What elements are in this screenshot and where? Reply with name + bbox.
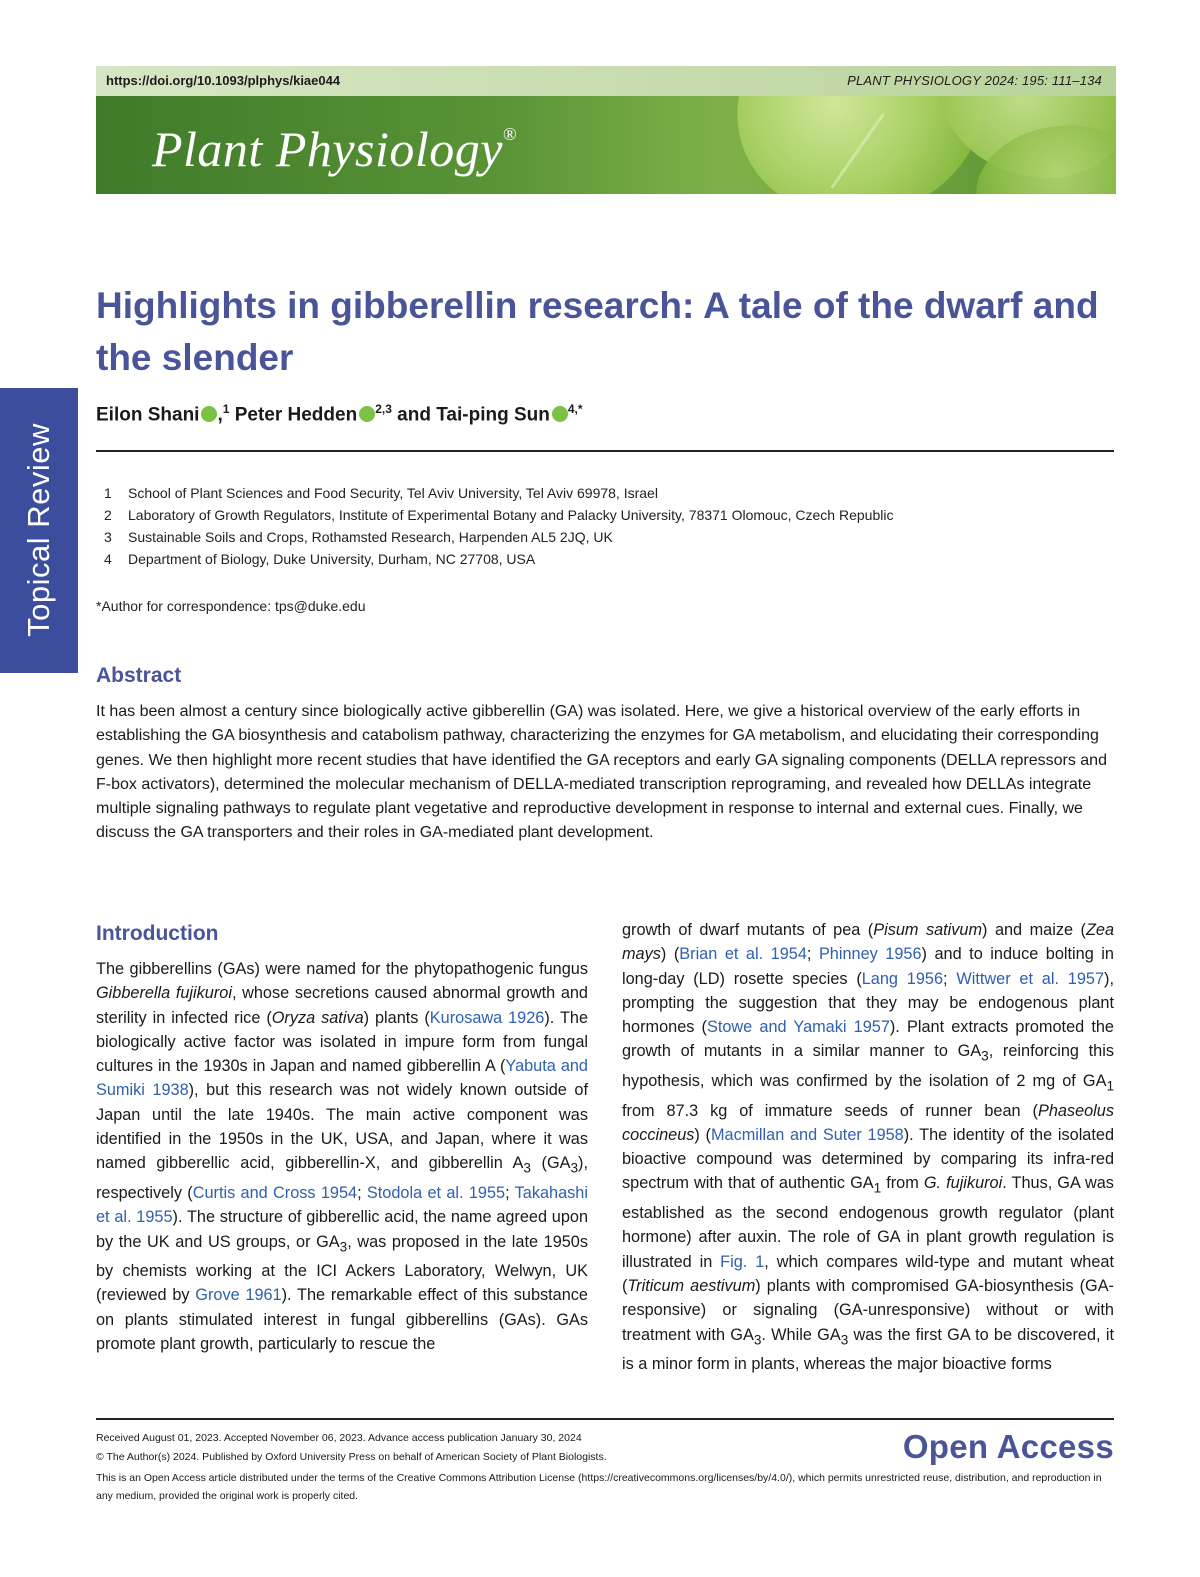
citation-link[interactable]: Yabuta and Sumiki 1938 <box>96 1057 588 1100</box>
orcid-icon[interactable] <box>552 406 568 422</box>
journal-banner <box>96 66 1116 194</box>
body-text: ) and maize ( <box>982 921 1086 939</box>
subscript: 1 <box>1106 1078 1114 1094</box>
article-type-label: Topical Review <box>21 423 56 637</box>
body-text: . Thus, GA was established as the second endogenous growth regulator (plant hormone) after auxin. The role of GA in plant growth regulation is illustrated in <box>622 1174 1114 1271</box>
body-text: ; <box>806 945 819 964</box>
body-text: The gibberellins (GAs) were named for the phytopathogenic fungus <box>96 960 588 978</box>
introduction-column-left <box>96 957 588 1356</box>
subscript: 3 <box>981 1048 989 1064</box>
body-text: ). The structure of gibberellic acid, the name agreed upon by the UK and US groups, or GA <box>96 1208 588 1251</box>
introduction-column-right <box>622 918 1114 1376</box>
affiliation-item: 3 Sustainable Soils and Crops, Rothamsted Research, Harpenden AL5 2JQ, UK <box>104 529 613 545</box>
affiliation-item: 4 Department of Biology, Duke University, Durham, NC 27708, USA <box>104 551 536 567</box>
italic-term: Triticum aestivum <box>627 1276 756 1295</box>
body-text: ; <box>943 969 957 988</box>
author-affiliation: 4,* <box>567 402 583 416</box>
body-text: from 87.3 kg of immature seeds of runner bean ( <box>622 1101 1038 1120</box>
subscript: 3 <box>570 1160 579 1176</box>
body-text: , reinforcing this hypothesis, which was confirmed by the isolation of 2 mg of GA <box>622 1042 1114 1091</box>
subscript: 3 <box>523 1160 531 1176</box>
citation-link[interactable]: Lang 1956 <box>861 969 943 988</box>
body-text: ). The biologically active factor was isolated in impure form from fungal cultures in the 1930s in Japan and named gibberellin A ( <box>96 1008 588 1076</box>
body-text: ), respectively ( <box>96 1154 588 1202</box>
abstract-heading: Abstract <box>96 664 182 687</box>
journal-reference: PLANT PHYSIOLOGY 2024: 195: 111–134 <box>847 73 1102 88</box>
divider <box>96 450 1114 452</box>
citation-link[interactable]: Macmillan and Suter 1958 <box>710 1125 904 1144</box>
citation-link[interactable]: Stowe and Yamaki 1957 <box>706 1018 890 1037</box>
citation-link[interactable]: Grove 1961 <box>195 1286 282 1305</box>
author-affiliation: 1 <box>222 402 230 416</box>
affiliation-item: 1 School of Plant Sciences and Food Security, Tel Aviv University, Tel Aviv 69978, Israel <box>104 485 658 501</box>
italic-term: G. fujikuroi <box>923 1174 1003 1193</box>
affiliation-list <box>104 482 893 570</box>
body-text: ), prompting the suggestion that they may be endogenous plant hormones ( <box>622 969 1114 1037</box>
citation-link[interactable]: Curtis and Cross 1954 <box>192 1183 358 1202</box>
italic-term: Gibberella fujikuroi <box>96 984 232 1003</box>
citation-link[interactable]: Phinney 1956 <box>818 945 922 964</box>
author-name: Tai-ping Sun <box>436 404 550 426</box>
author-name: Eilon Shani <box>96 404 200 426</box>
body-text: , whose secretions caused abnormal growth and sterility in infected rice ( <box>96 984 588 1027</box>
body-text: from <box>881 1174 924 1193</box>
divider <box>96 1418 1114 1420</box>
citation-link[interactable]: Wittwer et al. 1957 <box>956 969 1105 988</box>
body-text: ). The identity of the isolated bioactive compound was determined by comparing its infra-red spectrum with that of authentic GA <box>622 1125 1114 1193</box>
body-text: growth of dwarf mutants of pea ( <box>622 921 874 939</box>
subscript: 1 <box>873 1180 882 1196</box>
citation-link[interactable]: Takahashi et al. 1955 <box>96 1183 588 1227</box>
correspondence: *Author for correspondence: tps@duke.edu <box>96 598 366 614</box>
italic-term: Pisum sativum <box>873 921 983 939</box>
citation-link[interactable]: Kurosawa 1926 <box>429 1008 545 1027</box>
body-text: ; <box>357 1183 367 1202</box>
author-list: Eilon Shani ,$^1$ Peter Hedden $^{2,3}$ and Tai-ping Sun $^{4,*}$ <box>96 402 583 426</box>
body-text: . While GA <box>761 1325 841 1344</box>
article-title: Highlights in gibberellin research: A tale of the dwarf and the slender <box>96 285 1099 378</box>
body-text: , was proposed in the late 1950s by chemists working at the ICI Ackers Laboratory, Welwyn, UK (reviewed by <box>96 1232 588 1305</box>
copyright-notice: © The Author(s) 2024. Published by Oxford University Press on behalf of American Society of Plant Biologists. <box>96 1451 607 1463</box>
subscript: 3 <box>840 1331 849 1347</box>
subscript: 3 <box>753 1331 762 1347</box>
body-text: ). The remarkable effect of this substance on plants stimulated interest in fungal gibberellins (GAs). GAs promote plant growth, particularly to rescue the <box>96 1286 588 1353</box>
italic-term: Zea mays <box>622 921 1114 964</box>
abstract-text: It has been almost a century since biologically active gibberellin (GA) was isolated. Here, we give a historical overview of the early efforts in establishing the GA biosynthesis and catabolism pathway, characterizing the enzymes for GA metabolism, and elucidating their corresponding genes. We then highlight more recent studies that have identified the GA receptors and early GA signaling components (DELLA repressors and F-box activators), determined the molecular mechanism of DELLA-mediated transcription reprograming, and revealed how DELLAs integrate multiple signaling pathways to regulate plant vegetative and reproductive development in response to internal and external cues. Finally, we discuss the GA transporters and their roles in GA-mediated plant development. <box>96 703 1107 842</box>
author-joiner: and <box>397 404 431 426</box>
italic-term: Phaseolus coccineus <box>622 1101 1114 1144</box>
body-text: ) and to induce bolting in long-day (LD) rosette species ( <box>622 945 1114 988</box>
affiliation-item: 2 Laboratory of Growth Regulators, Institute of Experimental Botany and Palacky University, 78371 Olomouc, Czech Republic <box>104 507 894 523</box>
body-text: was the first GA to be discovered, it is a minor form in plants, whereas the major bioactive forms <box>622 1325 1114 1374</box>
subscript: 3 <box>339 1238 348 1254</box>
body-text: , which compares wild-type and mutant wheat ( <box>622 1252 1114 1295</box>
doi-link[interactable]: https://doi.org/10.1093/plphys/kiae044 <box>106 73 341 88</box>
received-dates: Received August 01, 2023. Accepted November 06, 2023. Advance access publication January 30, 2024 <box>96 1432 582 1444</box>
author-affiliation: 2,3 <box>375 402 392 416</box>
body-text: ) plants ( <box>363 1008 430 1027</box>
license-notice: This is an Open Access article distributed under the terms of the Creative Commons Attribution License (https://creativecommons.org/licenses/by/4.0/), which permits unrestricted reuse, distribution, and reproduction in any medium, provided the original work is properly cited. <box>96 1472 1102 1502</box>
italic-term: Oryza sativa <box>271 1008 364 1027</box>
body-text: ) ( <box>694 1125 711 1144</box>
author-name: Peter Hedden <box>234 404 358 426</box>
body-text: ), but this research was not widely known outside of Japan until the late 1940s. The main active component was identified in the 1950s in the UK, USA, and Japan, where it was named gibberellic acid, gibberellin-X, and gibberellin A <box>96 1081 588 1173</box>
open-access-label: Open Access <box>902 1428 1114 1465</box>
orcid-icon[interactable] <box>201 406 217 422</box>
citation-link[interactable]: Brian et al. 1954 <box>679 945 807 964</box>
introduction-heading: Introduction <box>96 922 219 945</box>
body-text: ) plants with compromised GA-biosynthesis (GA-responsive) or signaling (GA-unresponsive) without or with treatment with GA <box>622 1276 1114 1344</box>
citation-link[interactable]: Stodola et al. 1955 <box>366 1183 506 1202</box>
body-text: ) ( <box>660 945 680 964</box>
article-type-tab <box>0 388 78 673</box>
journal-name: Plant Physiology® <box>152 121 518 177</box>
body-text: ; <box>505 1183 515 1202</box>
orcid-icon[interactable] <box>359 406 375 422</box>
citation-link[interactable]: Fig. 1 <box>720 1252 765 1271</box>
body-text: ). Plant extracts promoted the growth of mutants in a similar manner to GA <box>622 1018 1114 1061</box>
body-text: (GA <box>530 1154 571 1173</box>
